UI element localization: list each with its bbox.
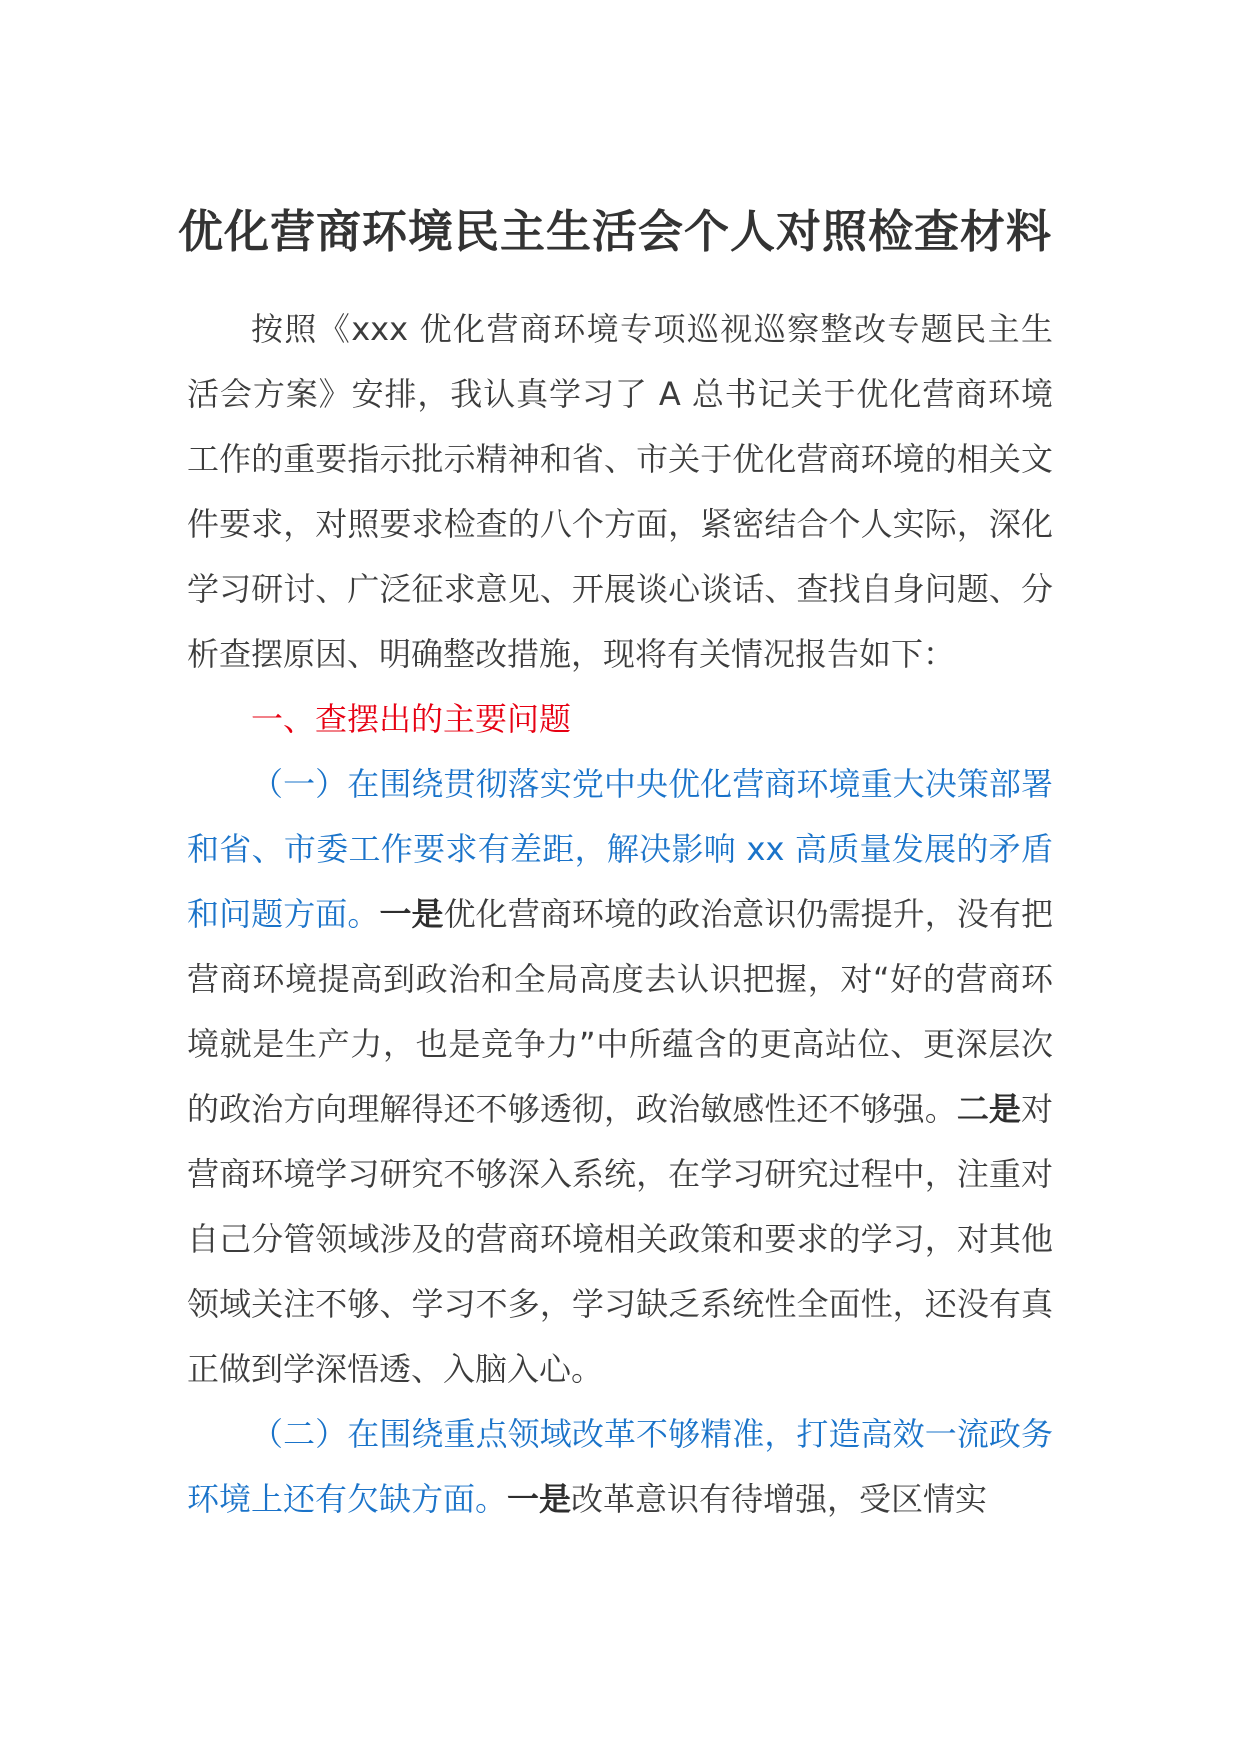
subsection-2-point-1-text: 改革意识有待增强，受区情实 xyxy=(571,1480,988,1518)
subsection-2-heading: （二）在围绕重点领域改革不够精准，打造高效一流政务环境上还有欠缺方面。 xyxy=(187,1415,1053,1518)
intro-paragraph: 按照《xxx 优化营商环境专项巡视巡察整改专题民主生活会方案》安排，我认真学习了 A 总书记关于优化营商环境工作的重要指示批示精神和省、市关于优化营商环境的相关文件要求，对照要求检查的八个方面，紧密结合个人实际，深化学习研讨、广泛征求意见、开展谈心谈话、查找自身问题、分析查摆原因、明确整改措施，现将有关情况报告如下： xyxy=(187,310,1053,673)
subsection-1-paragraph xyxy=(187,752,1053,1402)
subsection-1-point-2-label: 二是 xyxy=(956,1090,1021,1128)
subsection-1-point-1-label: 一是 xyxy=(379,895,444,933)
document-body xyxy=(187,297,1053,1532)
subsection-1-point-2-text: 对营商环境学习研究不够深入系统，在学习研究过程中，注重对自己分管领域涉及的营商环境相关政策和要求的学习，对其他领域关注不够、学习不多，学习缺乏系统性全面性，还没有真正做到学深悟透、入脑入心。 xyxy=(187,1090,1053,1388)
subsection-1-point-1-text: 优化营商环境的政治意识仍需提升，没有把营商环境提高到政治和全局高度去认识把握，对“好的营商环境就是生产力，也是竞争力”中所蕴含的更高站位、更深层次的政治方向理解得还不够透彻，政治敏感性还不够强。 xyxy=(187,895,1053,1128)
subsection-2-point-1-label: 一是 xyxy=(507,1480,572,1518)
section-heading-problems: 一、查摆出的主要问题 xyxy=(251,700,572,738)
document-title: 优化营商环境民主生活会个人对照检查材料 xyxy=(177,205,1052,258)
subsection-2-paragraph xyxy=(187,1402,1053,1532)
subsection-1-heading: （一）在围绕贯彻落实党中央优化营商环境重大决策部署和省、市委工作要求有差距，解决影响 xx 高质量发展的矛盾和问题方面。 xyxy=(187,765,1053,933)
